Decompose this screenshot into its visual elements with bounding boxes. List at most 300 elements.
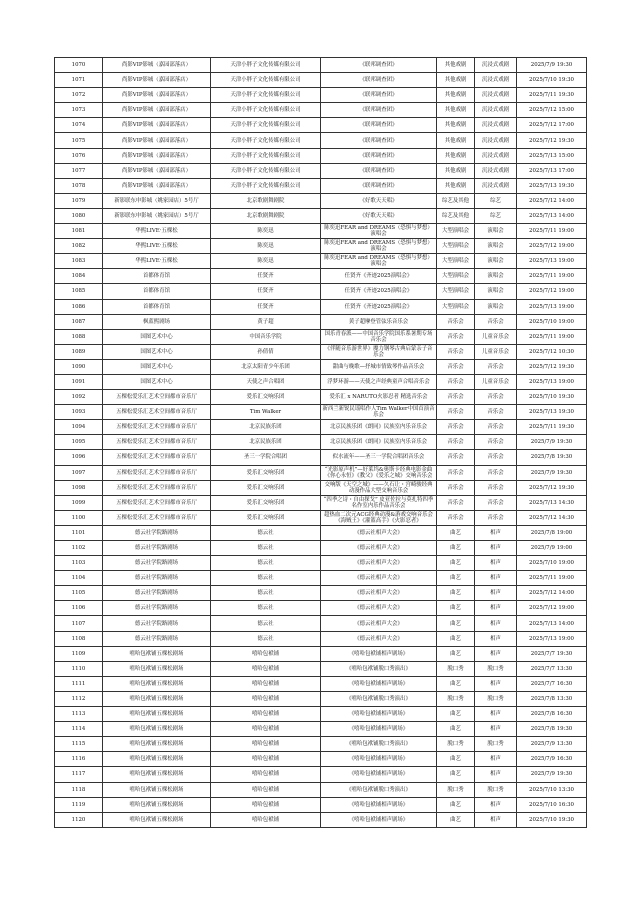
category-cell: 曲艺 xyxy=(437,616,475,631)
table-row xyxy=(55,495,587,510)
subcategory-cell: 相声 xyxy=(475,556,517,571)
row-number-cell: 1104 xyxy=(55,571,103,586)
table-row xyxy=(55,767,587,782)
category-cell: 其他戏剧 xyxy=(437,73,475,88)
organizer-cell: 德云社 xyxy=(211,631,321,646)
category-cell: 脱口秀 xyxy=(437,782,475,797)
subcategory-cell: 沉浸式戏剧 xyxy=(475,178,517,193)
performance-title-cell: 浮梦环游——天使之声经典童声合唱音乐会 xyxy=(321,374,437,389)
organizer-cell: 天津小胖子文化传媒有限公司 xyxy=(211,103,321,118)
table-row xyxy=(55,73,587,88)
performance-title-cell: 《联邦调查团》 xyxy=(321,118,437,133)
category-cell: 其他戏剧 xyxy=(437,163,475,178)
category-cell: 音乐会 xyxy=(437,450,475,465)
organizer-cell: 任贤齐 xyxy=(211,284,321,299)
subcategory-cell: 相声 xyxy=(475,525,517,540)
venue-cell: 德云社学院路剧场 xyxy=(103,571,211,586)
venue-cell: 尚影VIP影城（嘉园部落店） xyxy=(103,178,211,193)
performance-title-cell: 《联邦调查团》 xyxy=(321,133,437,148)
table-row xyxy=(55,58,587,73)
organizer-cell: 嘻哈包袱铺 xyxy=(211,646,321,661)
performance-title-cell: 《嘻哈包袱铺相声剧场》 xyxy=(321,797,437,812)
show-time-cell: 2025/7/13 19:00 xyxy=(517,631,587,646)
show-time-cell: 2025/7/10 19:30 xyxy=(517,73,587,88)
subcategory-cell: 音乐会 xyxy=(475,495,517,510)
show-time-cell: 2025/7/9 16:30 xyxy=(517,752,587,767)
venue-cell: 尚影VIP影城（嘉园部落店） xyxy=(103,163,211,178)
table-row xyxy=(55,435,587,450)
venue-cell: 尚影VIP影城（嘉园部落店） xyxy=(103,148,211,163)
table-row xyxy=(55,571,587,586)
venue-cell: 五棵松爱乐汇艺术空间都市音乐厅 xyxy=(103,480,211,495)
row-number-cell: 1088 xyxy=(55,329,103,344)
row-number-cell: 1117 xyxy=(55,767,103,782)
organizer-cell: 陈奕迅 xyxy=(211,224,321,239)
table-row xyxy=(55,782,587,797)
venue-cell: 尚影VIP影城（嘉园部落店） xyxy=(103,118,211,133)
row-number-cell: 1076 xyxy=(55,148,103,163)
table-row xyxy=(55,193,587,208)
organizer-cell: 陈奕迅 xyxy=(211,239,321,254)
category-cell: 曲艺 xyxy=(437,752,475,767)
row-number-cell: 1071 xyxy=(55,73,103,88)
subcategory-cell: 演唱会 xyxy=(475,254,517,269)
row-number-cell: 1091 xyxy=(55,374,103,389)
table-row xyxy=(55,812,587,827)
venue-cell: 嘻哈包袱铺五棵松剧场 xyxy=(103,812,211,827)
organizer-cell: 任贤齐 xyxy=(211,299,321,314)
performance-title-cell: 《嘻哈包袱铺相声剧场》 xyxy=(321,752,437,767)
performance-title-cell: 《德云社相声大会》 xyxy=(321,525,437,540)
category-cell: 音乐会 xyxy=(437,374,475,389)
venue-cell: 国图艺术中心 xyxy=(103,344,211,359)
performance-title-cell: 《德云社相声大会》 xyxy=(321,601,437,616)
subcategory-cell: 相声 xyxy=(475,707,517,722)
show-time-cell: 2025/7/7 13:30 xyxy=(517,661,587,676)
subcategory-cell: 相声 xyxy=(475,767,517,782)
show-time-cell: 2025/7/10 13:30 xyxy=(517,782,587,797)
show-time-cell: 2025/7/7 19:30 xyxy=(517,646,587,661)
venue-cell: 国图艺术中心 xyxy=(103,374,211,389)
category-cell: 音乐会 xyxy=(437,390,475,405)
row-number-cell: 1085 xyxy=(55,284,103,299)
show-time-cell: 2025/7/9 19:30 xyxy=(517,435,587,450)
organizer-cell: 德云社 xyxy=(211,616,321,631)
table-row xyxy=(55,224,587,239)
performance-title-cell: “四季之诗・自由探戈” 皮亚佐拉与莫扎特四季名作室内乐作品音乐会 xyxy=(321,495,437,510)
show-time-cell: 2025/7/13 15:00 xyxy=(517,148,587,163)
performance-title-cell: 陈奕迅FEAR and DREAMS（恐惧与梦想）演唱会 xyxy=(321,254,437,269)
subcategory-cell: 沉浸式戏剧 xyxy=(475,133,517,148)
category-cell: 曲艺 xyxy=(437,767,475,782)
row-number-cell: 1092 xyxy=(55,390,103,405)
performance-title-cell: 《嘻哈包袱铺脱口秀演出》 xyxy=(321,737,437,752)
row-number-cell: 1070 xyxy=(55,58,103,73)
table-row xyxy=(55,254,587,269)
venue-cell: 嘻哈包袱铺五棵松剧场 xyxy=(103,782,211,797)
organizer-cell: 爱乐汇交响乐团 xyxy=(211,390,321,405)
table-row xyxy=(55,631,587,646)
table-row xyxy=(55,691,587,706)
subcategory-cell: 相声 xyxy=(475,752,517,767)
row-number-cell: 1095 xyxy=(55,435,103,450)
category-cell: 大型演唱会 xyxy=(437,269,475,284)
show-time-cell: 2025/7/11 19:00 xyxy=(517,269,587,284)
venue-cell: 五棵松爱乐汇艺术空间都市音乐厅 xyxy=(103,435,211,450)
organizer-cell: 天津小胖子文化传媒有限公司 xyxy=(211,88,321,103)
performance-title-cell: 《嘻哈包袱铺脱口秀演出》 xyxy=(321,691,437,706)
subcategory-cell: 儿童音乐会 xyxy=(475,329,517,344)
performance-title-cell: 《德云社相声大会》 xyxy=(321,571,437,586)
subcategory-cell: 音乐会 xyxy=(475,465,517,480)
subcategory-cell: 儿童音乐会 xyxy=(475,344,517,359)
show-time-cell: 2025/7/9 19:00 xyxy=(517,541,587,556)
table-row xyxy=(55,525,587,540)
row-number-cell: 1119 xyxy=(55,797,103,812)
show-time-cell: 2025/7/8 13:30 xyxy=(517,691,587,706)
organizer-cell: 嘻哈包袱铺 xyxy=(211,797,321,812)
subcategory-cell: 相声 xyxy=(475,571,517,586)
subcategory-cell: 相声 xyxy=(475,676,517,691)
performance-title-cell: 任贤齐《齐迹2025演唱会》 xyxy=(321,299,437,314)
schedule-table xyxy=(54,57,587,828)
organizer-cell: 孙倩倩 xyxy=(211,344,321,359)
organizer-cell: 北京太阳青少年乐团 xyxy=(211,359,321,374)
subcategory-cell: 音乐会 xyxy=(475,359,517,374)
show-time-cell: 2025/7/12 19:30 xyxy=(517,133,587,148)
venue-cell: 嘻哈包袱铺五棵松剧场 xyxy=(103,752,211,767)
show-time-cell: 2025/7/12 15:00 xyxy=(517,103,587,118)
venue-cell: 华熙LIVE·五棵松 xyxy=(103,224,211,239)
venue-cell: 尚影VIP影城（嘉园部落店） xyxy=(103,133,211,148)
organizer-cell: Tim Walker xyxy=(211,405,321,420)
row-number-cell: 1114 xyxy=(55,722,103,737)
performance-title-cell: 《嘻哈包袱铺相声剧场》 xyxy=(321,812,437,827)
table-row xyxy=(55,797,587,812)
category-cell: 曲艺 xyxy=(437,556,475,571)
subcategory-cell: 沉浸式戏剧 xyxy=(475,88,517,103)
subcategory-cell: 综艺 xyxy=(475,208,517,223)
performance-title-cell: 《德云社相声大会》 xyxy=(321,586,437,601)
category-cell: 音乐会 xyxy=(437,314,475,329)
performance-title-cell: 《联邦调查团》 xyxy=(321,88,437,103)
row-number-cell: 1084 xyxy=(55,269,103,284)
organizer-cell: 德云社 xyxy=(211,525,321,540)
organizer-cell: 德云社 xyxy=(211,601,321,616)
show-time-cell: 2025/7/11 19:30 xyxy=(517,420,587,435)
organizer-cell: 嘻哈包袱铺 xyxy=(211,782,321,797)
category-cell: 大型演唱会 xyxy=(437,224,475,239)
organizer-cell: 北京歌剧舞剧院 xyxy=(211,208,321,223)
performance-title-cell: 陈奕迅FEAR and DREAMS（恐惧与梦想）演唱会 xyxy=(321,224,437,239)
category-cell: 综艺及其他 xyxy=(437,208,475,223)
subcategory-cell: 音乐会 xyxy=(475,420,517,435)
show-time-cell: 2025/7/13 14:30 xyxy=(517,495,587,510)
performance-title-cell: 《德云社相声大会》 xyxy=(321,616,437,631)
subcategory-cell: 脱口秀 xyxy=(475,737,517,752)
venue-cell: 国图艺术中心 xyxy=(103,359,211,374)
table-row xyxy=(55,707,587,722)
subcategory-cell: 音乐会 xyxy=(475,390,517,405)
row-number-cell: 1112 xyxy=(55,691,103,706)
venue-cell: 枫蓝熙剧场 xyxy=(103,314,211,329)
venue-cell: 嘻哈包袱铺五棵松剧场 xyxy=(103,737,211,752)
venue-cell: 嘻哈包袱铺五棵松剧场 xyxy=(103,691,211,706)
subcategory-cell: 沉浸式戏剧 xyxy=(475,58,517,73)
subcategory-cell: 音乐会 xyxy=(475,450,517,465)
performance-title-cell: 《联邦调查团》 xyxy=(321,178,437,193)
table-row xyxy=(55,239,587,254)
performance-title-cell: 黄子超摩登管弦乐音乐会 xyxy=(321,314,437,329)
category-cell: 其他戏剧 xyxy=(437,103,475,118)
venue-cell: 五棵松爱乐汇艺术空间都市音乐厅 xyxy=(103,450,211,465)
venue-cell: 尚影VIP影城（嘉园部落店） xyxy=(103,103,211,118)
performance-title-cell: 《伴随音乐游世界》魔力钢琴古典启蒙亲子音乐会 xyxy=(321,344,437,359)
performance-title-cell: 似水流年——圣三一学院合唱团音乐会 xyxy=(321,450,437,465)
performance-title-cell: 《嘻哈包袱铺相声剧场》 xyxy=(321,646,437,661)
performance-title-cell: 交响版《天空之城》——久石让・宫崎骏经典动漫作品大型交响音乐会 xyxy=(321,480,437,495)
performance-title-cell: 陈奕迅FEAR and DREAMS（恐惧与梦想）演唱会 xyxy=(321,239,437,254)
row-number-cell: 1072 xyxy=(55,88,103,103)
subcategory-cell: 沉浸式戏剧 xyxy=(475,73,517,88)
category-cell: 大型演唱会 xyxy=(437,299,475,314)
row-number-cell: 1078 xyxy=(55,178,103,193)
performance-title-cell: 《嘻哈包袱铺脱口秀演出》 xyxy=(321,782,437,797)
performance-title-cell: 北京民族乐团《朗同》民族室内乐音乐会 xyxy=(321,435,437,450)
table-row xyxy=(55,616,587,631)
table-row xyxy=(55,586,587,601)
show-time-cell: 2025/7/13 19:00 xyxy=(517,374,587,389)
subcategory-cell: 音乐会 xyxy=(475,480,517,495)
venue-cell: 尚影VIP影城（嘉园部落店） xyxy=(103,88,211,103)
category-cell: 曲艺 xyxy=(437,676,475,691)
show-time-cell: 2025/7/9 19:30 xyxy=(517,767,587,782)
subcategory-cell: 沉浸式戏剧 xyxy=(475,163,517,178)
organizer-cell: 德云社 xyxy=(211,571,321,586)
category-cell: 脱口秀 xyxy=(437,661,475,676)
row-number-cell: 1111 xyxy=(55,676,103,691)
table-row xyxy=(55,344,587,359)
subcategory-cell: 脱口秀 xyxy=(475,782,517,797)
organizer-cell: 德云社 xyxy=(211,541,321,556)
organizer-cell: 天津小胖子文化传媒有限公司 xyxy=(211,148,321,163)
performance-title-cell: 爱乐汇 x NARUTO火影忍者 精选音乐会 xyxy=(321,390,437,405)
subcategory-cell: 脱口秀 xyxy=(475,691,517,706)
subcategory-cell: 相声 xyxy=(475,797,517,812)
venue-cell: 德云社学院路剧场 xyxy=(103,541,211,556)
row-number-cell: 1086 xyxy=(55,299,103,314)
table-body xyxy=(55,58,587,828)
subcategory-cell: 演唱会 xyxy=(475,239,517,254)
row-number-cell: 1116 xyxy=(55,752,103,767)
table-row xyxy=(55,661,587,676)
table-row xyxy=(55,390,587,405)
table-row xyxy=(55,420,587,435)
table-row xyxy=(55,299,587,314)
row-number-cell: 1109 xyxy=(55,646,103,661)
table-row xyxy=(55,646,587,661)
category-cell: 曲艺 xyxy=(437,646,475,661)
show-time-cell: 2025/7/12 19:00 xyxy=(517,601,587,616)
subcategory-cell: 相声 xyxy=(475,586,517,601)
table-row xyxy=(55,359,587,374)
table-row xyxy=(55,178,587,193)
table-row xyxy=(55,450,587,465)
category-cell: 曲艺 xyxy=(437,812,475,827)
subcategory-cell: 音乐会 xyxy=(475,405,517,420)
venue-cell: 五棵松爱乐汇艺术空间都市音乐厅 xyxy=(103,420,211,435)
row-number-cell: 1098 xyxy=(55,480,103,495)
show-time-cell: 2025/7/11 19:00 xyxy=(517,224,587,239)
organizer-cell: 天津小胖子文化传媒有限公司 xyxy=(211,178,321,193)
venue-cell: 嘻哈包袱铺五棵松剧场 xyxy=(103,646,211,661)
subcategory-cell: 演唱会 xyxy=(475,284,517,299)
organizer-cell: 爱乐汇交响乐团 xyxy=(211,510,321,525)
performance-title-cell: 《联邦调查团》 xyxy=(321,73,437,88)
venue-cell: 五棵松爱乐汇艺术空间都市音乐厅 xyxy=(103,390,211,405)
show-time-cell: 2025/7/12 19:30 xyxy=(517,359,587,374)
subcategory-cell: 沉浸式戏剧 xyxy=(475,103,517,118)
table-row xyxy=(55,208,587,223)
venue-cell: 新影联东申影城（姚家园店）5号厅 xyxy=(103,193,211,208)
subcategory-cell: 相声 xyxy=(475,616,517,631)
organizer-cell: 天津小胖子文化传媒有限公司 xyxy=(211,58,321,73)
table-row xyxy=(55,148,587,163)
show-time-cell: 2025/7/10 19:30 xyxy=(517,812,587,827)
category-cell: 其他戏剧 xyxy=(437,88,475,103)
venue-cell: 尚影VIP影城（嘉园部落店） xyxy=(103,58,211,73)
row-number-cell: 1075 xyxy=(55,133,103,148)
subcategory-cell: 音乐会 xyxy=(475,510,517,525)
show-time-cell: 2025/7/7 16:30 xyxy=(517,676,587,691)
organizer-cell: 天津小胖子文化传媒有限公司 xyxy=(211,73,321,88)
table-row xyxy=(55,556,587,571)
organizer-cell: 黄子超 xyxy=(211,314,321,329)
show-time-cell: 2025/7/8 16:30 xyxy=(517,707,587,722)
table-row xyxy=(55,374,587,389)
subcategory-cell: 沉浸式戏剧 xyxy=(475,148,517,163)
organizer-cell: 嘻哈包袱铺 xyxy=(211,691,321,706)
table-row xyxy=(55,722,587,737)
organizer-cell: 嘻哈包袱铺 xyxy=(211,707,321,722)
table-row xyxy=(55,510,587,525)
category-cell: 音乐会 xyxy=(437,480,475,495)
venue-cell: 嘻哈包袱铺五棵松剧场 xyxy=(103,707,211,722)
row-number-cell: 1107 xyxy=(55,616,103,631)
category-cell: 曲艺 xyxy=(437,722,475,737)
show-time-cell: 2025/7/12 19:30 xyxy=(517,480,587,495)
show-time-cell: 2025/7/8 19:00 xyxy=(517,525,587,540)
organizer-cell: 嘻哈包袱铺 xyxy=(211,722,321,737)
performance-title-cell: 《好歌天天唱》 xyxy=(321,208,437,223)
organizer-cell: 圣三一学院合唱团 xyxy=(211,450,321,465)
table-row xyxy=(55,88,587,103)
category-cell: 其他戏剧 xyxy=(437,58,475,73)
table-row xyxy=(55,601,587,616)
subcategory-cell: 沉浸式戏剧 xyxy=(475,118,517,133)
row-number-cell: 1099 xyxy=(55,495,103,510)
performance-title-cell: 北京民族乐团《朗同》民族室内乐音乐会 xyxy=(321,420,437,435)
organizer-cell: 中国音乐学院 xyxy=(211,329,321,344)
organizer-cell: 天使之声合唱团 xyxy=(211,374,321,389)
subcategory-cell: 儿童音乐会 xyxy=(475,374,517,389)
row-number-cell: 1105 xyxy=(55,586,103,601)
category-cell: 音乐会 xyxy=(437,329,475,344)
table-row xyxy=(55,737,587,752)
organizer-cell: 北京歌剧舞剧院 xyxy=(211,193,321,208)
show-time-cell: 2025/7/12 14:00 xyxy=(517,586,587,601)
row-number-cell: 1077 xyxy=(55,163,103,178)
show-time-cell: 2025/7/13 19:00 xyxy=(517,299,587,314)
category-cell: 曲艺 xyxy=(437,631,475,646)
category-cell: 音乐会 xyxy=(437,420,475,435)
row-number-cell: 1096 xyxy=(55,450,103,465)
show-time-cell: 2025/7/13 19:30 xyxy=(517,178,587,193)
show-time-cell: 2025/7/11 19:30 xyxy=(517,88,587,103)
organizer-cell: 嘻哈包袱铺 xyxy=(211,767,321,782)
performance-title-cell: 《嘻哈包袱铺相声剧场》 xyxy=(321,767,437,782)
table-row xyxy=(55,314,587,329)
organizer-cell: 陈奕迅 xyxy=(211,254,321,269)
venue-cell: 嘻哈包袱铺五棵松剧场 xyxy=(103,797,211,812)
organizer-cell: 德云社 xyxy=(211,556,321,571)
performance-title-cell: 《嘻哈包袱铺相声剧场》 xyxy=(321,707,437,722)
category-cell: 音乐会 xyxy=(437,465,475,480)
venue-cell: 新影联东申影城（姚家园店）5号厅 xyxy=(103,208,211,223)
category-cell: 综艺及其他 xyxy=(437,193,475,208)
row-number-cell: 1103 xyxy=(55,556,103,571)
venue-cell: 首都体育馆 xyxy=(103,299,211,314)
performance-title-cell: 《嘻哈包袱铺脱口秀演出》 xyxy=(321,661,437,676)
performance-title-cell: 《好歌天天唱》 xyxy=(321,193,437,208)
organizer-cell: 嘻哈包袱铺 xyxy=(211,676,321,691)
performance-title-cell: 甜曲与晚歌—抒城市情致琴作品音乐会 xyxy=(321,359,437,374)
row-number-cell: 1080 xyxy=(55,208,103,223)
show-time-cell: 2025/7/10 19:30 xyxy=(517,390,587,405)
venue-cell: 德云社学院路剧场 xyxy=(103,525,211,540)
performance-title-cell: 《联邦调查团》 xyxy=(321,58,437,73)
subcategory-cell: 综艺 xyxy=(475,193,517,208)
venue-cell: 德云社学院路剧场 xyxy=(103,586,211,601)
category-cell: 曲艺 xyxy=(437,601,475,616)
venue-cell: 五棵松爱乐汇艺术空间都市音乐厅 xyxy=(103,465,211,480)
table-row xyxy=(55,752,587,767)
performance-title-cell: 《德云社相声大会》 xyxy=(321,556,437,571)
category-cell: 其他戏剧 xyxy=(437,178,475,193)
venue-cell: 五棵松爱乐汇艺术空间都市音乐厅 xyxy=(103,510,211,525)
category-cell: 其他戏剧 xyxy=(437,118,475,133)
row-number-cell: 1097 xyxy=(55,465,103,480)
organizer-cell: 爱乐汇交响乐团 xyxy=(211,495,321,510)
category-cell: 音乐会 xyxy=(437,359,475,374)
row-number-cell: 1120 xyxy=(55,812,103,827)
category-cell: 曲艺 xyxy=(437,541,475,556)
row-number-cell: 1090 xyxy=(55,359,103,374)
show-time-cell: 2025/7/10 16:30 xyxy=(517,797,587,812)
venue-cell: 国图艺术中心 xyxy=(103,329,211,344)
table-row xyxy=(55,329,587,344)
performance-title-cell: 任贤齐《齐迹2025演唱会》 xyxy=(321,269,437,284)
row-number-cell: 1093 xyxy=(55,405,103,420)
table-row xyxy=(55,541,587,556)
performance-title-cell: “光影原声机”—好莱坞&奥斯卡经典电影金曲《你心永恒》《教父》《爱乐之城》交响音乐会 xyxy=(321,465,437,480)
show-time-cell: 2025/7/13 17:00 xyxy=(517,163,587,178)
row-number-cell: 1106 xyxy=(55,601,103,616)
subcategory-cell: 脱口秀 xyxy=(475,661,517,676)
performance-title-cell: 《联邦调查团》 xyxy=(321,163,437,178)
table-row xyxy=(55,480,587,495)
category-cell: 其他戏剧 xyxy=(437,148,475,163)
